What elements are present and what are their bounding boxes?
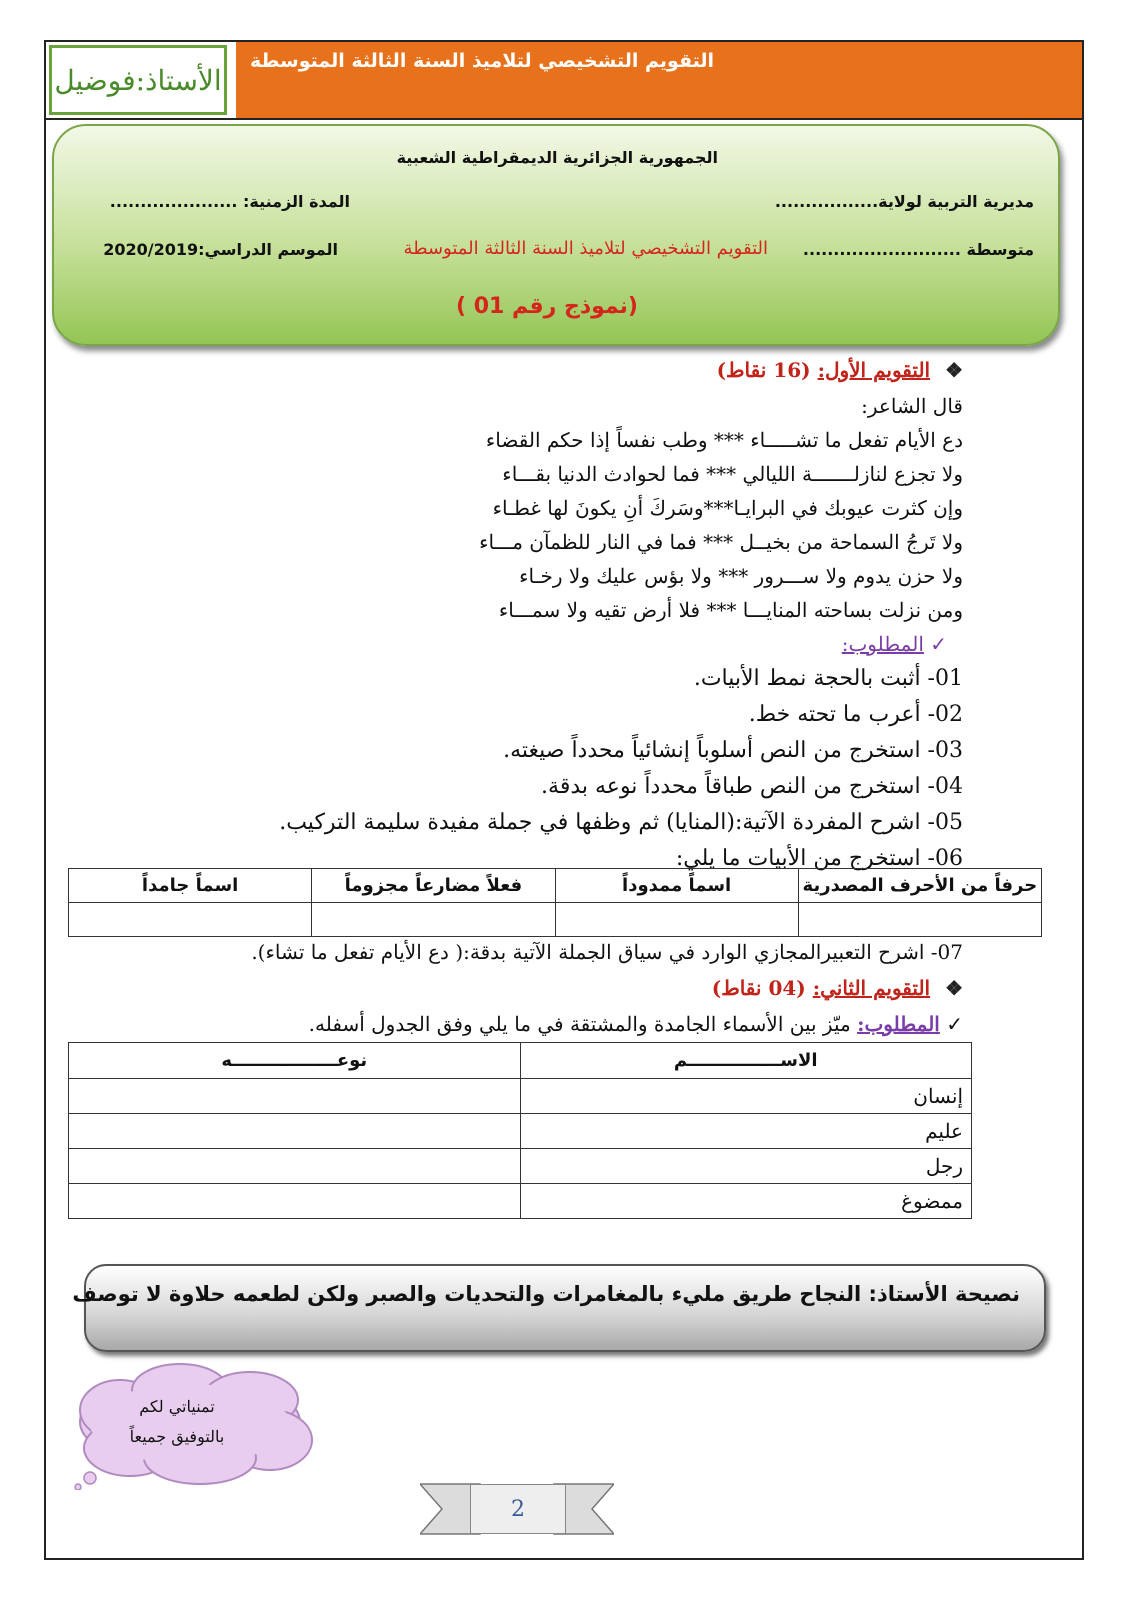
model-number: (نموذج رقم 01 ) (456, 294, 638, 319)
nouns-table (68, 1042, 972, 1219)
part2-instruction-line (309, 1012, 963, 1036)
page-number: 2 (470, 1484, 566, 1534)
table-cell (312, 903, 555, 937)
question-7: 07- اشرح التعبيرالمجازي الوارد في سياق الجملة الآتية بدقة:( دع الأيام تفعل ما تشاء). (251, 940, 963, 964)
type-cell (69, 1079, 521, 1114)
check-icon: ✓ (930, 632, 947, 656)
extraction-table (68, 868, 1042, 937)
noun-cell: ممضوغ (520, 1184, 972, 1219)
exam-title: التقويم التشخيصي لتلاميذ السنة الثالثة المتوسطة (403, 238, 768, 259)
school-season: الموسم الدراسي:2020/2019 (103, 240, 338, 259)
table-cell (555, 903, 798, 937)
cloud-line-1: تمنياتي لكم (139, 1397, 215, 1416)
part2-points: (04 نقاط) (711, 976, 806, 1000)
table-cell (69, 903, 312, 937)
part2-heading (712, 976, 963, 1000)
question-2: 02- أعرب ما تحته خط. (748, 702, 963, 727)
noun-cell: إنسان (520, 1079, 972, 1114)
question-3: 03- استخرج من النص أسلوباً إنشائياً محدداً صيغته. (503, 738, 963, 763)
part1-required-label: المطلوب: (841, 632, 924, 656)
part1-points: (16 نقاط) (716, 358, 811, 382)
part1-heading (717, 358, 963, 382)
check-icon: ✓ (946, 1012, 963, 1036)
verse-2: ولا تجزع لنازلـــــــة الليالي *** فما لحوادث الدنيا بقـــاء (502, 462, 963, 486)
diamond-bullet-icon: ❖ (945, 976, 963, 1000)
duration: المدة الزمنية: ..................... (109, 192, 350, 211)
school: متوسطة .......................... (802, 240, 1034, 259)
verse-6: ومن نزلت بساحته المنايـــا *** فلا أرض تقيه ولا سمـــاء (498, 598, 963, 622)
table-cell (798, 903, 1041, 937)
question-6: 06- استخرج من الأبيات ما يلي: (675, 846, 963, 871)
part1-title: التقويم الأول: (817, 358, 931, 382)
type-cell (69, 1149, 521, 1184)
part2-title: التقويم الثاني: (812, 976, 931, 1000)
info-box (52, 124, 1060, 346)
verse-1: دع الأيام تفعل ما تشـــــاء *** وطب نفساً إذا حكم القضاء (485, 428, 963, 452)
part2-required-label: المطلوب: (857, 1012, 940, 1036)
republic-name: الجمهورية الجزائرية الديمقراطية الشعبية (396, 148, 718, 167)
question-5: 05- اشرح المفردة الآتية:(المنايا) ثم وظفها في جملة مفيدة سليمة التركيب. (279, 810, 963, 835)
header-bar (44, 40, 1084, 120)
table-header: اسماً ممدوداً (555, 869, 798, 903)
col-name-header: الاســـــــــــــــم (520, 1043, 972, 1079)
advice-box: نصيحة الأستاذ: النجاح طريق مليء بالمغامرات والتحديات والصبر ولكن لطعمه حلاوة لا توصف (84, 1264, 1046, 1352)
cloud-line-2: بالتوفيق جميعاً (129, 1427, 225, 1446)
table-header: حرفاً من الأحرف المصدرية (798, 869, 1041, 903)
question-1: 01- أثبت بالحجة نمط الأبيات. (693, 666, 963, 691)
cloud-text (92, 1392, 262, 1452)
table-header: اسماً جامداً (69, 869, 312, 903)
header-title: التقويم التشخيصي لتلاميذ السنة الثالثة المتوسطة (232, 42, 1082, 118)
part1-required (842, 632, 947, 656)
diamond-bullet-icon: ❖ (945, 358, 963, 382)
noun-cell: رجل (520, 1149, 972, 1184)
type-cell (69, 1184, 521, 1219)
noun-cell: عليم (520, 1114, 972, 1149)
verse-3: وإن كثرت عيوبك في البرايـا***وسَركَ أنِ يكونَ لها غطـاء (492, 496, 963, 520)
teacher-box (46, 42, 232, 118)
type-cell (69, 1114, 521, 1149)
poem-intro: قال الشاعر: (861, 394, 963, 418)
part2-instruction: ميّز بين الأسماء الجامدة والمشتقة في ما يلي وفق الجدول أسفله. (308, 1012, 851, 1036)
verse-4: ولا تَرجُ السماحة من بخيــل *** فما في النار للظمآن مـــاء (479, 530, 963, 554)
col-type-header: نوعـــــــــــــــــه (69, 1043, 521, 1079)
question-4: 04- استخرج من النص طباقاً محدداً نوعه بدقة. (541, 774, 963, 799)
teacher-name: الأستاذ:فوضيل (49, 45, 227, 115)
table-header: فعلاً مضارعاً مجزوماً (312, 869, 555, 903)
verse-5: ولا حزن يدوم ولا ســـرور *** ولا بؤس عليك ولا رخـاء (519, 564, 963, 588)
directorate: مديرية التربية لولاية................. (774, 192, 1034, 211)
